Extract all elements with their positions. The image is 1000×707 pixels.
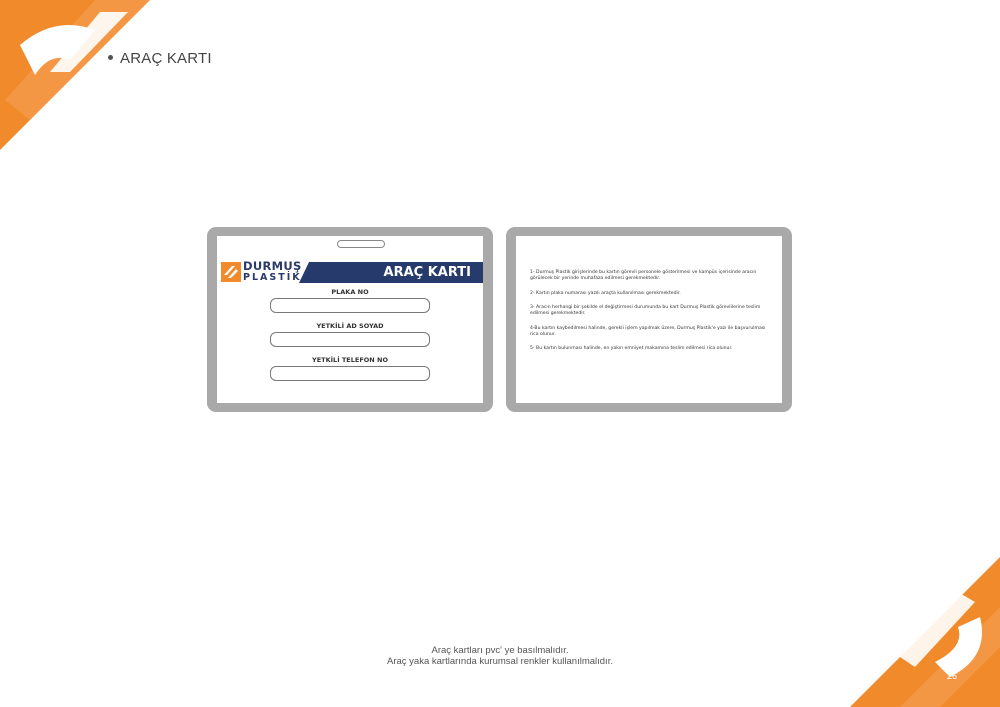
field-label-authorized-name: YETKİLİ AD SOYAD: [316, 322, 384, 330]
corner-decoration-top-left: [0, 0, 160, 160]
footer-note: [0, 645, 1000, 667]
field-label-plate: PLAKA NO: [331, 288, 369, 296]
card-rules: [530, 270, 768, 361]
rule-item: 4-Bu kartın kaybedilmesi halinde, gerekli işlem yapılmak üzere, Durmuş Plastik'e yazı ile başvurulması rica olunur.: [530, 325, 766, 337]
rule-item: 3- Aracın herhangi bir şekilde el değiştirmesi durumunda bu kart Durmuş Plastik görevlilerine teslim edilmesi gerekmektedir.: [530, 305, 761, 316]
logo-mark-icon: [221, 262, 241, 282]
logo-line2: PLASTİK: [243, 272, 302, 283]
section-heading: [108, 50, 212, 67]
field-label-authorized-phone: YETKİLİ TELEFON NO: [312, 356, 388, 364]
logo-wordmark: [243, 260, 307, 284]
corner-decoration-bottom-right: [840, 547, 1000, 707]
lanyard-slot: [337, 240, 385, 248]
brand-band: [217, 260, 483, 284]
field-box-authorized-phone: [270, 366, 430, 381]
page-number: 26: [947, 671, 958, 681]
field-box-authorized-name: [270, 332, 430, 347]
title-band: [309, 262, 483, 283]
vehicle-card-back-face: [516, 236, 782, 403]
field-box-plate: [270, 298, 430, 313]
vehicle-card-front: [207, 227, 493, 412]
footer-line-2: Araç yaka kartlarında kurumsal renkler kullanılmalıdır.: [387, 656, 613, 667]
vehicle-card-back: [506, 227, 792, 412]
rule-item: 2- Kartın plaka numarası yazılı araçta kullanılması gerekmektedir.: [530, 290, 681, 296]
bullet-icon: [108, 55, 113, 60]
rule-item: 5- Bu kartın bulunması halinde, en yakın emniyet makamına teslim edilmesi rica olunur.: [530, 346, 733, 351]
footer-line-1: Araç kartları pvc' ye basılmalıdır.: [431, 645, 569, 656]
section-heading-text: ARAÇ KARTI: [120, 50, 212, 67]
vehicle-card-front-face: [217, 236, 483, 403]
card-title: ARAÇ KARTI: [383, 265, 471, 280]
logo-line1: DURMUŞ: [243, 259, 302, 273]
rule-item: 1- Durmuş Plastik girişlerinde bu kartın görevli personele gösterilmesi ve kampüs içerisinde aracın görülecek bir yerinde muhafaza edilmesi gerekmektedir.: [530, 270, 757, 281]
